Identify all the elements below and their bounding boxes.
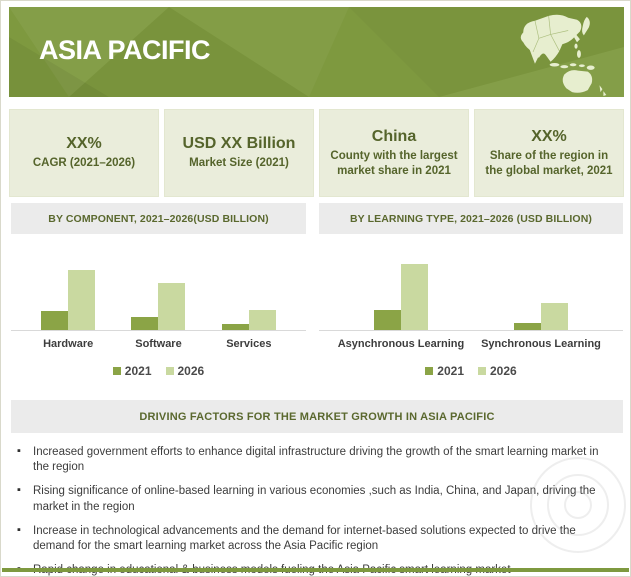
charts-row — [11, 203, 623, 383]
legend-item-2026 — [166, 364, 205, 378]
bar-group — [23, 262, 113, 330]
category-label: Hardware — [43, 338, 94, 350]
stat-largest-country — [319, 109, 469, 197]
stat-headline: XX% — [531, 127, 567, 145]
stat-headline: XX% — [66, 135, 102, 153]
stat-subtext: Share of the region in the global market, 2021 — [485, 149, 613, 177]
chart-by-component — [11, 203, 306, 383]
legend-item-2021 — [425, 364, 464, 378]
bar-groups — [11, 263, 306, 331]
bar-group — [113, 262, 203, 330]
region-banner — [9, 7, 624, 97]
chart-title: BY LEARNING TYPE, 2021–2026 (USD BILLION) — [319, 203, 623, 234]
legend-label: 2026 — [177, 364, 205, 378]
bar-group — [331, 262, 471, 330]
bar-2026-services — [249, 310, 276, 330]
asia-pacific-map-icon — [490, 9, 620, 97]
legend-item-2026 — [478, 364, 517, 378]
category-labels — [11, 338, 306, 350]
bar-group — [204, 262, 294, 330]
bar-group — [471, 262, 611, 330]
legend — [319, 364, 623, 378]
stat-headline: USD XX Billion — [182, 135, 296, 153]
page-title: ASIA PACIFIC — [39, 35, 211, 65]
category-label: Software — [135, 338, 182, 350]
chart-title: BY COMPONENT, 2021–2026(USD BILLION) — [11, 203, 306, 234]
driving-factor-item: ▪ Rising significance of online-based learning in various economies ,such as India, China, and Japan, driving the market in the region — [17, 484, 617, 514]
stat-subtext: Market Size (2021) — [189, 157, 289, 170]
category-label: Services — [226, 338, 272, 350]
legend — [11, 364, 306, 378]
stat-subtext: County with the largest market share in 2021 — [330, 149, 458, 177]
bar-2021-software — [131, 317, 158, 330]
stat-market-size — [164, 109, 314, 197]
driving-factor-item: ▪ Increase in technological advancements and the demand for internet-based solutions expected to drive the demand for the smart learning market across the Asia Pacific region — [17, 524, 617, 554]
bar-2026-asynchronous-learning — [401, 264, 428, 330]
bar-2021-synchronous-learning — [514, 323, 541, 330]
legend-swatch — [425, 367, 433, 375]
legend-swatch — [113, 367, 121, 375]
legend-label: 2026 — [490, 364, 517, 378]
driving-factor-item: ▪ Increased government efforts to enhance digital infrastructure driving the growth of the smart learning market in the region — [17, 445, 617, 475]
legend-label: 2021 — [437, 364, 464, 378]
bar-2026-hardware — [68, 270, 95, 330]
driving-factors-header: DRIVING FACTORS FOR THE MARKET GROWTH IN ASIA PACIFIC — [11, 400, 623, 433]
bottom-rule — [2, 568, 629, 572]
driving-factors-list — [17, 445, 617, 577]
category-label: Asynchronous Learning — [337, 338, 465, 350]
stat-cagr — [9, 109, 159, 197]
plot-area — [11, 263, 306, 378]
stat-subtext: CAGR (2021–2026) — [32, 157, 136, 170]
category-labels — [319, 338, 623, 350]
bar-2021-asynchronous-learning — [374, 310, 401, 330]
category-label: Synchronous Learning — [481, 338, 601, 350]
stat-global-share — [474, 109, 624, 197]
bar-2021-services — [222, 324, 249, 330]
stats-row — [9, 109, 624, 197]
bar-2026-software — [158, 283, 185, 330]
legend-item-2021 — [113, 364, 152, 378]
legend-label: 2021 — [124, 364, 152, 378]
plot-area — [319, 263, 623, 378]
chart-by-learning-type — [319, 203, 623, 383]
legend-swatch — [478, 367, 486, 375]
stat-headline: China — [371, 127, 417, 145]
bar-2026-synchronous-learning — [541, 303, 568, 330]
legend-swatch — [166, 367, 174, 375]
bar-groups — [319, 263, 623, 331]
bar-2021-hardware — [41, 311, 68, 330]
